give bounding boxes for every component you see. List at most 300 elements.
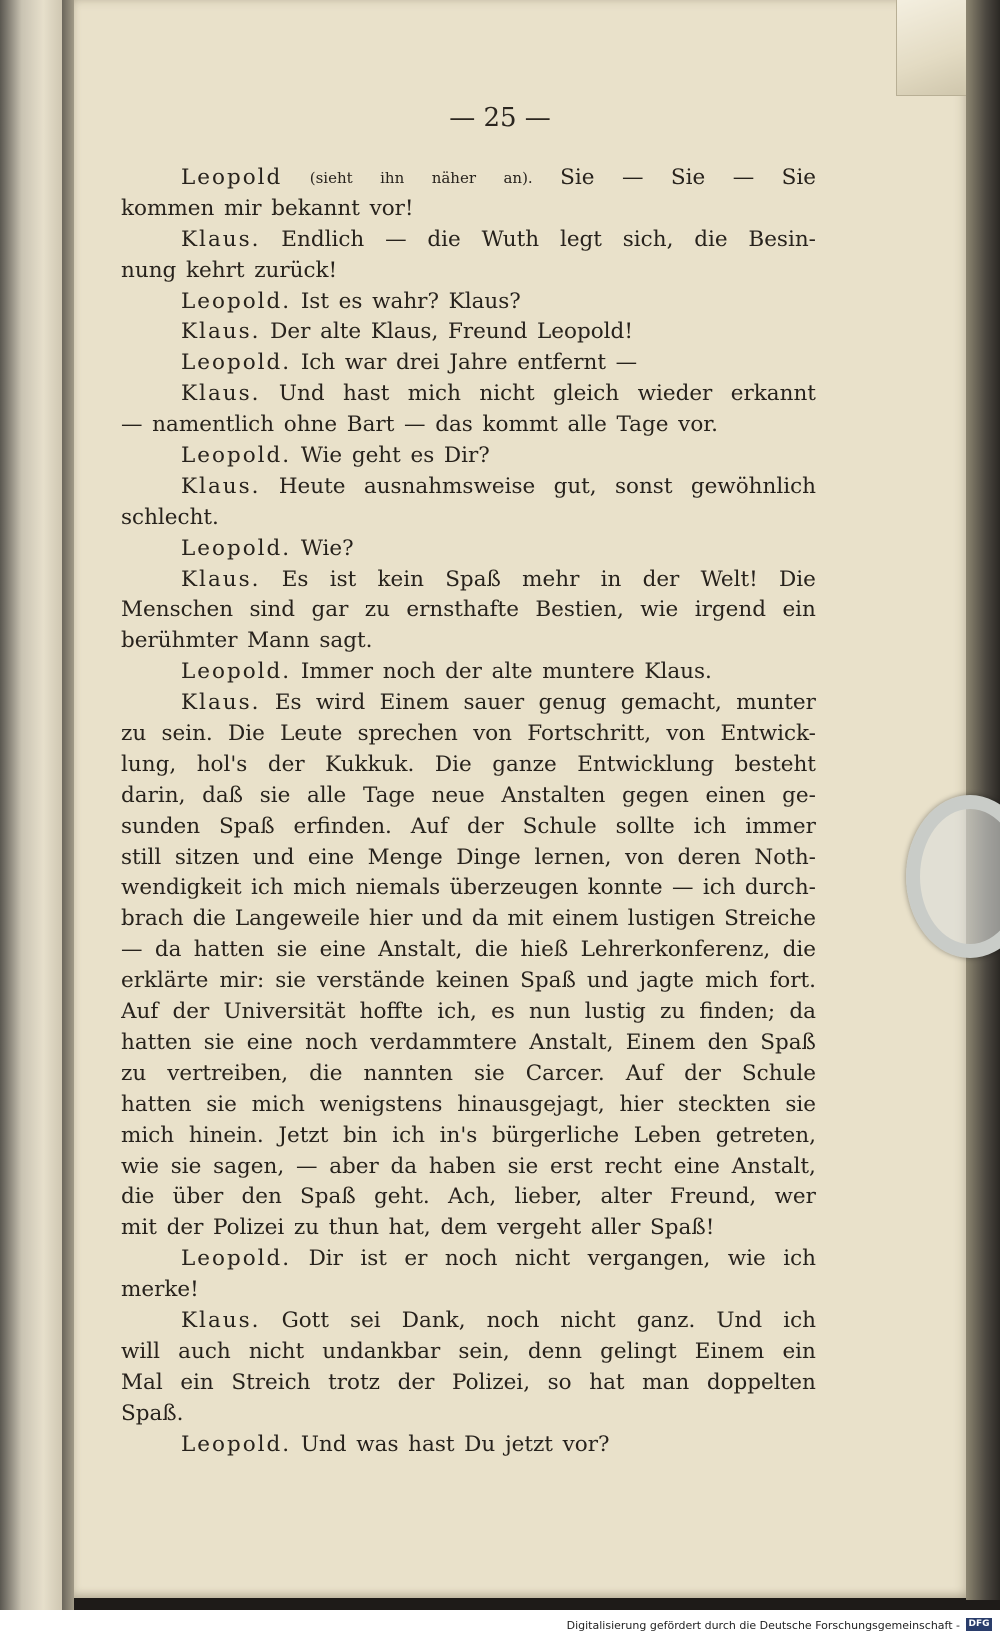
word: war — [344, 350, 387, 376]
word: niemals — [355, 875, 441, 901]
word: Entwick- — [720, 721, 816, 747]
word: mit — [507, 906, 544, 932]
word: entfernt — [517, 350, 606, 376]
word: durch- — [744, 875, 816, 901]
word: sein, — [458, 1338, 510, 1364]
word: Dank, — [401, 1307, 466, 1333]
word: — — [621, 165, 644, 190]
page-number: — 25 — — [449, 103, 551, 133]
text-line — [121, 997, 816, 1028]
word: erkannt — [730, 381, 816, 407]
word: drei — [396, 350, 440, 376]
text-line — [121, 256, 816, 287]
speaker-name: Leopold. — [181, 443, 292, 469]
word: schlecht. — [121, 504, 219, 530]
word: sitzen — [174, 844, 240, 870]
word: zu — [121, 721, 147, 747]
word: Einem — [694, 1338, 765, 1364]
word: konnte — [587, 875, 663, 901]
word: von — [625, 844, 664, 870]
word: der — [166, 1215, 204, 1241]
word: wie — [727, 1246, 766, 1272]
book-left-edge — [0, 0, 62, 1610]
word: sonst — [614, 473, 673, 499]
word: Bestien, — [535, 597, 624, 623]
word: ernsthafte — [406, 597, 519, 623]
word: hat — [589, 1369, 625, 1395]
word: will — [121, 1338, 161, 1364]
word: und — [586, 968, 629, 994]
word: genug — [538, 690, 607, 716]
word: ich — [392, 1122, 425, 1148]
word: Es — [274, 690, 302, 716]
word: der — [684, 1060, 721, 1086]
word: dem — [440, 1215, 488, 1241]
word: jagte — [639, 968, 695, 994]
word: Streich — [231, 1369, 311, 1395]
word: — — [295, 1153, 318, 1179]
text-line — [121, 503, 816, 534]
word: hier — [619, 1091, 664, 1117]
word: das — [435, 412, 473, 438]
word: eine — [307, 844, 355, 870]
text-line — [121, 904, 816, 935]
text-line — [121, 595, 816, 626]
dfg-logo: DFG — [966, 1618, 992, 1631]
word: vergeht — [496, 1215, 582, 1241]
word: die — [694, 226, 728, 252]
word: wie — [121, 1153, 160, 1179]
word: vor! — [369, 195, 414, 221]
word: Spaß. — [121, 1400, 184, 1426]
word: getreten, — [715, 1122, 816, 1148]
speaker-name: Leopold. — [181, 1431, 292, 1457]
word: ganz. — [636, 1307, 696, 1333]
word: geht. — [373, 1184, 430, 1210]
word: wendigkeit — [121, 875, 242, 901]
word: gar — [311, 597, 349, 623]
word: Leben — [633, 1122, 702, 1148]
word: legt — [559, 226, 602, 252]
word: Ist — [300, 288, 329, 314]
word: Es — [281, 566, 309, 592]
word: über — [172, 1184, 224, 1210]
word: zu — [293, 1215, 320, 1241]
word: sie — [275, 968, 306, 994]
word: Auf — [625, 1060, 664, 1086]
word: nannten — [363, 1060, 454, 1086]
word: mich — [251, 1091, 305, 1117]
word: sind — [249, 597, 296, 623]
word: gut, — [553, 473, 597, 499]
word: es — [491, 999, 515, 1025]
word: fort. — [769, 968, 816, 994]
word: Anstalt, — [378, 937, 463, 963]
word: Die — [779, 566, 816, 592]
word: Spaß — [300, 1184, 356, 1210]
word: undankbar — [322, 1338, 441, 1364]
text-line — [121, 843, 816, 874]
word: Lehrerkonferenz, — [580, 937, 771, 963]
word: erfinden. — [293, 813, 392, 839]
word: hol's — [196, 751, 248, 777]
word: nun — [529, 999, 571, 1025]
word: wenigstens — [319, 1091, 443, 1117]
word: sich, — [622, 226, 674, 252]
word: sie — [206, 1091, 237, 1117]
word: mehr — [522, 566, 580, 592]
text-line — [121, 935, 816, 966]
speaker-name: Leopold. — [181, 659, 292, 685]
word: zu — [660, 999, 686, 1025]
word: Tage — [362, 782, 415, 808]
speaker-name: Leopold. — [181, 1246, 292, 1272]
word: wer — [774, 1184, 816, 1210]
text-line — [121, 317, 816, 348]
word: in — [600, 566, 622, 592]
word: Wie? — [300, 535, 354, 561]
word: aller — [590, 1215, 641, 1241]
word: ich, — [437, 999, 477, 1025]
word: überzeugen — [449, 875, 579, 901]
word: so — [547, 1369, 572, 1395]
word: ich — [250, 875, 284, 901]
word: vor? — [562, 1431, 610, 1457]
word: sollte — [615, 813, 675, 839]
word: hatten — [193, 937, 265, 963]
word: deren — [677, 844, 741, 870]
word: nicht — [248, 1338, 305, 1364]
word: Einem — [625, 1029, 696, 1055]
word: Die — [434, 751, 472, 777]
word: Menge — [367, 844, 443, 870]
word: Klaus. — [644, 659, 712, 685]
word: noch — [382, 659, 436, 685]
speaker-name: Klaus. — [181, 1307, 261, 1333]
word: Leopold! — [537, 319, 633, 345]
word: gleich — [553, 381, 620, 407]
word: den — [707, 1029, 748, 1055]
word: sie — [474, 1060, 505, 1086]
word: Spaß — [218, 813, 275, 839]
speaker-name: Klaus. — [181, 319, 261, 345]
word: von — [473, 721, 513, 747]
word: alter — [600, 1184, 652, 1210]
word: zu — [364, 597, 390, 623]
word: alle — [306, 782, 347, 808]
word: hieß — [520, 937, 569, 963]
word: Immer — [300, 659, 374, 685]
word: Klaus? — [448, 288, 521, 314]
text-line — [121, 1213, 816, 1244]
word: Und — [716, 1307, 763, 1333]
word: lieber, — [514, 1184, 583, 1210]
word: Sie — [781, 165, 816, 190]
word: sie — [507, 1153, 539, 1179]
word: nicht — [560, 1307, 616, 1333]
word: kein — [377, 566, 424, 592]
word: ge- — [782, 782, 816, 808]
word: Gott — [281, 1307, 329, 1333]
text-line — [121, 565, 816, 596]
word: namentlich — [152, 412, 275, 438]
word: alte — [491, 659, 533, 685]
word: nung — [121, 257, 177, 283]
word: der — [172, 999, 210, 1025]
word: die — [474, 937, 509, 963]
word: Wuth — [481, 226, 540, 252]
speaker-name: Leopold. — [181, 535, 292, 561]
word: was — [356, 1431, 399, 1457]
word: man — [642, 1369, 690, 1395]
speaker-name: Klaus. — [181, 566, 261, 592]
word: eine — [673, 1153, 720, 1179]
word: auch — [178, 1338, 231, 1364]
word: keinen — [436, 968, 510, 994]
word: Anstalt, — [731, 1153, 816, 1179]
word: Spaß — [520, 968, 576, 994]
word: ausnahmsweise — [363, 473, 536, 499]
word: Carcer. — [525, 1060, 605, 1086]
word: vergangen, — [587, 1246, 711, 1272]
word: Dir — [308, 1246, 343, 1272]
word: da — [390, 1153, 418, 1179]
word: da — [154, 937, 182, 963]
word: sprechen — [357, 721, 458, 747]
word: Und — [300, 1431, 347, 1457]
word: — — [615, 350, 638, 376]
word: Endlich — [281, 226, 365, 252]
text-line — [121, 163, 816, 194]
text-line — [121, 1244, 816, 1275]
text-line — [121, 194, 816, 225]
word: Welt! — [700, 566, 758, 592]
word: der — [642, 566, 680, 592]
word: immer — [745, 813, 816, 839]
word: Und — [278, 381, 325, 407]
word: Kukkuk. — [325, 751, 415, 777]
word: eine — [319, 937, 366, 963]
text-line — [121, 1182, 816, 1213]
word: — — [121, 937, 143, 963]
word: sunden — [121, 813, 201, 839]
word: Streiche — [724, 906, 816, 932]
word: einen — [705, 782, 766, 808]
text-line — [121, 1430, 816, 1461]
word: ein — [180, 1369, 214, 1395]
word: sagt. — [319, 628, 373, 654]
word: noch — [486, 1307, 540, 1333]
speaker-name: Klaus. — [181, 226, 261, 252]
word: Ich — [300, 350, 336, 376]
word: denn — [527, 1338, 583, 1364]
text-line — [121, 1121, 816, 1152]
word: der — [267, 751, 305, 777]
speaker-name: Klaus. — [181, 690, 261, 716]
speaker-name: Leopold. — [181, 288, 292, 314]
word: thun — [328, 1215, 379, 1241]
word: mich — [705, 968, 759, 994]
word: ich — [702, 875, 736, 901]
word: hinausgejagt, — [457, 1091, 605, 1117]
word: sie — [276, 937, 308, 963]
word: nicht — [479, 381, 535, 407]
word: Anstalt, — [529, 1029, 614, 1055]
word: Universität — [223, 999, 346, 1025]
word: sie — [203, 1029, 235, 1055]
word: der — [467, 813, 504, 839]
word: es — [410, 443, 435, 469]
word: Besin- — [748, 226, 816, 252]
word: daß — [202, 782, 244, 808]
word: da — [471, 906, 499, 932]
text-line — [121, 1152, 816, 1183]
word: mir: — [219, 968, 265, 994]
word: mir — [224, 195, 262, 221]
word: Schule — [522, 813, 597, 839]
word: Jahre — [449, 350, 508, 376]
word: die — [121, 1184, 155, 1210]
word: Tage — [616, 412, 669, 438]
word: sauer — [463, 690, 525, 716]
word: hat, — [388, 1215, 431, 1241]
word: besteht — [734, 751, 816, 777]
word: mich — [293, 875, 347, 901]
word: verstände — [317, 968, 425, 994]
word: Mann — [247, 628, 310, 654]
text-line — [121, 688, 816, 719]
page-corner-fold — [896, 0, 967, 96]
word: haben — [428, 1153, 496, 1179]
word: — — [732, 165, 755, 190]
word: ich — [693, 813, 727, 839]
word: sein. — [161, 721, 213, 747]
word: noch — [444, 1246, 498, 1272]
word: Klaus, — [370, 319, 439, 345]
word: kommen — [121, 195, 215, 221]
word: sei — [350, 1307, 381, 1333]
word: Mal — [121, 1369, 163, 1395]
word: Sie — [670, 165, 706, 190]
word: kommt — [482, 412, 558, 438]
text-line — [121, 1028, 816, 1059]
text-line — [121, 750, 816, 781]
word: hast — [408, 1431, 455, 1457]
word: neue — [431, 782, 485, 808]
word: Langeweile — [234, 906, 360, 932]
text-line — [121, 1090, 816, 1121]
word: — — [385, 226, 407, 252]
word: geht — [351, 443, 401, 469]
word: erst — [550, 1153, 593, 1179]
word: darin, — [121, 782, 186, 808]
text-line — [121, 626, 816, 657]
text-line — [121, 657, 816, 688]
word: bekannt — [271, 195, 360, 221]
word: kehrt — [185, 257, 245, 283]
speaker-name: Klaus. — [181, 473, 261, 499]
word: mich — [407, 381, 461, 407]
word: ganze — [492, 751, 557, 777]
word: erklärte — [121, 968, 209, 994]
word: Dir? — [443, 443, 490, 469]
body-text — [121, 163, 816, 1460]
word: aber — [329, 1153, 379, 1179]
word: mit — [121, 1215, 157, 1241]
text-line — [121, 1306, 816, 1337]
word: ohne — [283, 412, 338, 438]
word: hatten — [121, 1029, 192, 1055]
word: trotz — [328, 1369, 380, 1395]
word: hinein. — [188, 1122, 264, 1148]
word: — — [404, 412, 426, 438]
book-gutter — [62, 0, 74, 1610]
word: Polizei, — [451, 1369, 531, 1395]
word: Spaß — [445, 566, 501, 592]
word: Einem — [379, 690, 450, 716]
text-line — [121, 534, 816, 565]
text-line — [121, 410, 816, 441]
word: wird — [315, 690, 366, 716]
word: sie — [259, 782, 291, 808]
word: bürgerliche — [492, 1122, 620, 1148]
word: die — [427, 226, 461, 252]
text-line — [121, 472, 816, 503]
word: und — [421, 906, 463, 932]
word: wahr? — [372, 288, 439, 314]
word: alle — [567, 412, 607, 438]
word: lustig — [584, 999, 646, 1025]
word: Sie — [560, 165, 595, 190]
word: alte — [320, 319, 362, 345]
word: doppelten — [706, 1369, 816, 1395]
word: Jetzt — [278, 1122, 329, 1148]
word: ist — [360, 1246, 387, 1272]
word: Schule — [741, 1060, 816, 1086]
speaker-name: Leopold — [181, 165, 283, 190]
word: Leute — [280, 721, 343, 747]
text-line — [121, 873, 816, 904]
word: wie — [640, 597, 679, 623]
word: den — [241, 1184, 282, 1210]
word: es — [338, 288, 363, 314]
word: berühmter — [121, 628, 238, 654]
word: sie — [785, 1091, 816, 1117]
word: er — [404, 1246, 428, 1272]
word: lung, — [121, 751, 177, 777]
word: eine — [246, 1029, 293, 1055]
word: muntere — [542, 659, 635, 685]
word: gemacht, — [620, 690, 722, 716]
word: recht — [604, 1153, 662, 1179]
word: in's — [439, 1122, 478, 1148]
word: vor. — [678, 412, 719, 438]
word: Die — [228, 721, 265, 747]
word: Freund — [447, 319, 528, 345]
word: nicht — [514, 1246, 571, 1272]
word: Spaß — [760, 1029, 816, 1055]
word: Fortschritt, — [527, 721, 652, 747]
word: zurück! — [254, 257, 338, 283]
word: der — [445, 659, 482, 685]
word: Auf — [121, 999, 159, 1025]
word: brach — [121, 906, 184, 932]
word: Freund, — [670, 1184, 757, 1210]
word: da — [789, 999, 816, 1025]
word: und — [252, 844, 295, 870]
text-line — [121, 1275, 816, 1306]
word: gelingt — [600, 1338, 677, 1364]
